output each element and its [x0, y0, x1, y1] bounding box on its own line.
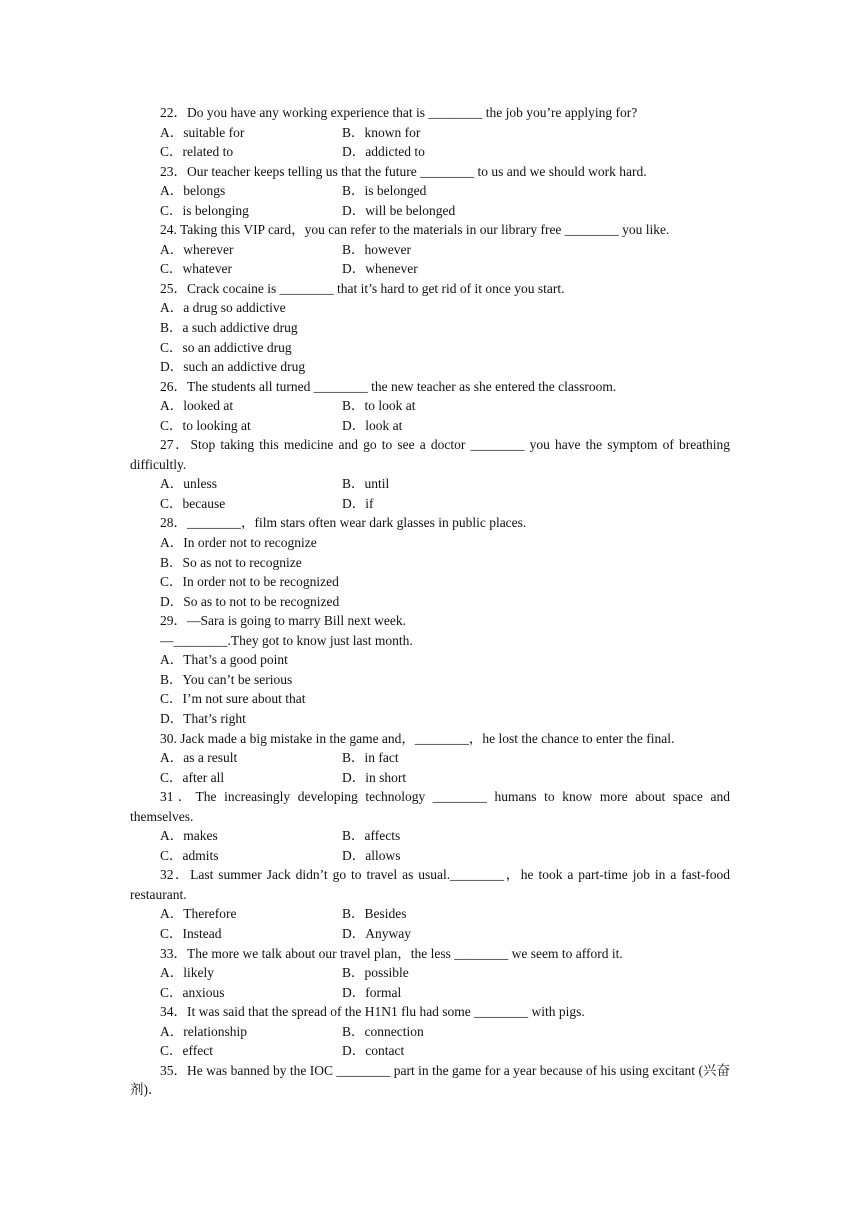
option-row	[130, 1022, 730, 1042]
answer-option[interactable]: D．whenever	[342, 261, 418, 277]
answer-option[interactable]: C．In order not to be recognized	[160, 574, 339, 590]
answer-option[interactable]: D．That’s right	[160, 710, 246, 726]
question-stem: 26．The students all turned ________ the new teacher as she entered the classroom.	[160, 378, 617, 394]
option-row	[130, 963, 730, 983]
answer-option[interactable]: C．effect	[160, 1043, 213, 1059]
answer-option[interactable]: D．allows	[342, 847, 401, 863]
answer-option[interactable]: C．I’m not sure about that	[160, 691, 306, 707]
answer-option[interactable]: B．is belonged	[342, 183, 427, 199]
dialogue-reply: —________.They got to know just last month.	[160, 632, 413, 648]
question-stem: 32．Last summer Jack didn’t go to travel as usual.________，he took a part-time job in a fast-food restaurant.	[130, 867, 730, 902]
answer-option[interactable]: B．to look at	[342, 398, 416, 414]
answer-option[interactable]: D．such an addictive drug	[160, 359, 306, 375]
answer-option[interactable]: D．look at	[342, 417, 403, 433]
exam-page	[130, 103, 730, 1100]
answer-option[interactable]: C．admits	[160, 847, 219, 863]
answer-option[interactable]: A．as a result	[160, 750, 238, 766]
answer-option[interactable]: B．a such addictive drug	[160, 320, 298, 336]
question-block	[130, 1061, 730, 1100]
answer-option[interactable]: C．because	[160, 495, 226, 511]
answer-option[interactable]: B．You can’t be serious	[160, 671, 293, 687]
answer-option[interactable]: D．addicted to	[342, 144, 425, 160]
answer-option[interactable]: A．makes	[160, 828, 218, 844]
option-row	[130, 181, 730, 201]
answer-option[interactable]: B．however	[342, 241, 411, 257]
answer-option[interactable]: B．known for	[342, 124, 421, 140]
question-block	[130, 162, 730, 221]
answer-option[interactable]: C．anxious	[160, 984, 225, 1000]
answer-option[interactable]: D．if	[342, 495, 374, 511]
option-row	[130, 1041, 730, 1061]
question-stem: 27．Stop taking this medicine and go to see a doctor ________ you have the symptom of breathing difficultly.	[130, 437, 730, 472]
option-row	[130, 396, 730, 416]
answer-option[interactable]: C．to looking at	[160, 417, 251, 433]
question-block	[130, 513, 730, 611]
option-row	[130, 904, 730, 924]
answer-option[interactable]: D．So as to not to be recognized	[160, 593, 340, 609]
option-row	[130, 240, 730, 260]
option-row	[130, 416, 730, 436]
answer-option[interactable]: A．unless	[160, 476, 217, 492]
answer-option[interactable]: C．is belonging	[160, 202, 249, 218]
question-stem: 35．He was banned by the IOC ________ part in the game for a year because of his using excitant (兴奋剂)．	[130, 1062, 730, 1098]
answer-option[interactable]: A．belongs	[160, 183, 226, 199]
option-row	[130, 123, 730, 143]
question-stem: 22．Do you have any working experience that is ________ the job you’re applying for?	[160, 105, 638, 120]
question-block	[130, 611, 730, 728]
option-row	[130, 259, 730, 279]
question-block	[130, 729, 730, 788]
answer-option[interactable]: A．That’s a good point	[160, 652, 288, 668]
option-row	[130, 846, 730, 866]
answer-option[interactable]: A．Therefore	[160, 906, 237, 922]
answer-option[interactable]: A．wherever	[160, 241, 234, 257]
answer-option[interactable]: D．formal	[342, 984, 402, 1000]
answer-option[interactable]: C．whatever	[160, 261, 232, 277]
question-block	[130, 377, 730, 436]
answer-option[interactable]: D．contact	[342, 1043, 405, 1059]
option-row	[130, 983, 730, 1003]
question-block	[130, 279, 730, 377]
answer-option[interactable]: A．In order not to recognize	[160, 535, 317, 551]
question-stem: 29．—Sara is going to marry Bill next week.	[160, 613, 406, 629]
question-stem: 33．The more we talk about our travel plan，the less ________ we seem to afford it.	[160, 945, 623, 961]
option-row	[130, 142, 730, 162]
option-row	[130, 826, 730, 846]
answer-option[interactable]: B．Besides	[342, 906, 407, 922]
option-row	[130, 494, 730, 514]
option-row	[130, 748, 730, 768]
question-stem: 30. Jack made a big mistake in the game and，________，he lost the chance to enter the final.	[160, 730, 675, 746]
answer-option[interactable]: B．until	[342, 476, 390, 492]
question-stem: 24. Taking this VIP card，you can refer to the materials in our library free ________ you like.	[160, 222, 670, 238]
answer-option[interactable]: A．suitable for	[160, 124, 245, 140]
question-block	[130, 787, 730, 865]
option-row	[130, 201, 730, 221]
question-block	[130, 944, 730, 1003]
question-stem: 25．Crack cocaine is ________ that it’s hard to get rid of it once you start.	[160, 280, 565, 296]
answer-option[interactable]: A．looked at	[160, 398, 234, 414]
question-stem: 28．________，film stars often wear dark glasses in public places.	[160, 515, 527, 531]
answer-option[interactable]: A．likely	[160, 965, 214, 981]
option-row	[130, 924, 730, 944]
question-block	[130, 103, 730, 162]
option-row	[130, 474, 730, 494]
answer-option[interactable]: B．possible	[342, 965, 409, 981]
answer-option[interactable]: C．Instead	[160, 925, 222, 941]
answer-option[interactable]: D．in short	[342, 769, 407, 785]
question-stem: 31．The increasingly developing technology ________ humans to know more about space and themselves.	[130, 789, 730, 824]
question-stem: 34．It was said that the spread of the H1N1 flu had some ________ with pigs.	[160, 1004, 585, 1020]
question-block	[130, 865, 730, 943]
answer-option[interactable]: A．relationship	[160, 1023, 247, 1039]
question-block	[130, 435, 730, 513]
option-row	[130, 768, 730, 788]
answer-option[interactable]: C．after all	[160, 769, 225, 785]
question-block	[130, 220, 730, 279]
answer-option[interactable]: B．connection	[342, 1023, 424, 1039]
answer-option[interactable]: C．so an addictive drug	[160, 339, 292, 355]
question-stem: 23．Our teacher keeps telling us that the future ________ to us and we should work hard.	[160, 163, 647, 179]
answer-option[interactable]: B．in fact	[342, 750, 399, 766]
answer-option[interactable]: D．will be belonged	[342, 202, 456, 218]
answer-option[interactable]: D．Anyway	[342, 925, 411, 941]
question-block	[130, 1002, 730, 1061]
answer-option[interactable]: B．So as not to recognize	[160, 554, 302, 570]
answer-option[interactable]: A．a drug so addictive	[160, 300, 286, 316]
answer-option[interactable]: B．affects	[342, 828, 401, 844]
answer-option[interactable]: C．related to	[160, 144, 234, 160]
